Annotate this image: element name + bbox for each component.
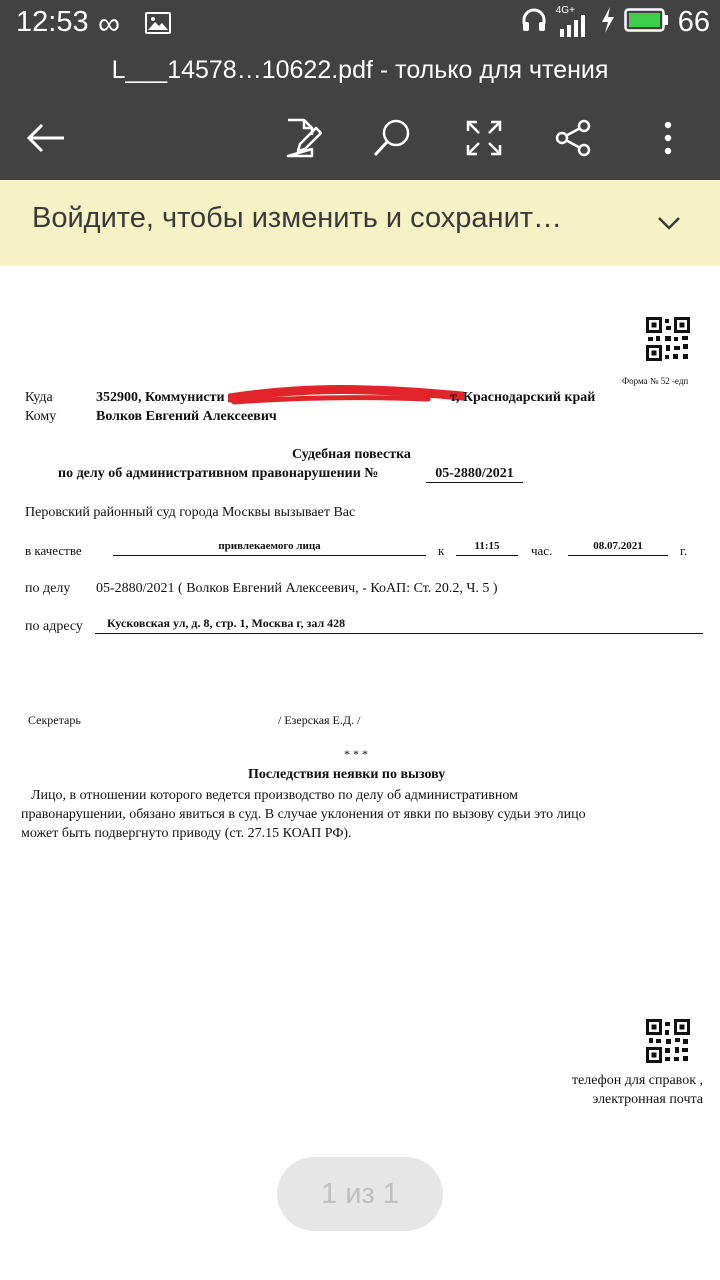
- status-right-group: [520, 6, 710, 39]
- consequences-title: Последствия неявки по вызову: [248, 767, 446, 782]
- year-label: г.: [680, 543, 688, 558]
- edit-button[interactable]: [274, 110, 330, 166]
- status-bar: [0, 0, 720, 48]
- consequences-line-1: Лицо, в отношении которого ведется производство по делу об административном: [31, 788, 518, 803]
- case-label: по делу: [25, 581, 71, 596]
- court-text: Перовский районный суд города Москвы вызывает Вас: [25, 505, 356, 520]
- to-where-label: Куда: [25, 390, 53, 405]
- case-number: 05-2880/2021: [426, 466, 523, 483]
- to-where-value-end: т, Краснодарский край: [450, 390, 596, 405]
- image-icon: [145, 12, 171, 34]
- chevron-down-icon[interactable]: [656, 208, 682, 238]
- contact-email: электронная почта: [592, 1092, 703, 1107]
- date-value: 08.07.2021: [568, 540, 668, 556]
- redaction-mark: [228, 384, 464, 408]
- search-button[interactable]: [364, 110, 420, 166]
- more-options-button[interactable]: [640, 110, 696, 166]
- address-value: Кусковская ул, д. 8, стр. 1, Москва г, зал 428: [95, 616, 703, 634]
- sign-in-banner[interactable]: [0, 180, 720, 266]
- to-whom-label: Кому: [25, 409, 57, 424]
- page-indicator: 1 из 1: [277, 1157, 443, 1231]
- infinity-icon: ∞: [98, 6, 121, 41]
- capacity-label: в качестве: [25, 543, 82, 558]
- to-where-value-start: 352900, Коммунисти: [96, 390, 225, 405]
- section-divider: * * *: [344, 747, 368, 761]
- search-icon: [372, 118, 412, 158]
- hour-label: час.: [531, 543, 553, 558]
- capacity-value: привлекаемого лица: [113, 540, 426, 556]
- fullscreen-button[interactable]: [456, 110, 512, 166]
- share-icon: [554, 118, 594, 158]
- qr-code-icon: [646, 1019, 690, 1063]
- app-bar: [0, 48, 720, 180]
- network-type: 4G+: [555, 4, 575, 16]
- case-detail: 05-2880/2021 ( Волков Евгений Алексеевич, - КоАП: Ст. 20.2, Ч. 5 ): [96, 581, 498, 596]
- to-whom-value: Волков Евгений Алексеевич: [96, 409, 277, 424]
- time-value: 11:15: [456, 540, 518, 556]
- address-label: по адресу: [25, 619, 83, 634]
- back-button[interactable]: [18, 110, 74, 166]
- time-prefix: к: [438, 543, 445, 558]
- signal-icon: [555, 4, 592, 39]
- fullscreen-icon: [465, 119, 503, 157]
- pdf-page: [0, 266, 720, 1280]
- charging-icon: [600, 6, 616, 39]
- document-title: L___14578…10622.pdf - только для чтения: [111, 56, 609, 84]
- secretary-name: / Езерская Е.Д. /: [278, 713, 361, 727]
- qr-code-icon: [646, 317, 690, 361]
- headphones-icon: [520, 6, 548, 39]
- battery-percent: 66: [677, 6, 710, 38]
- battery-icon: [624, 7, 670, 38]
- consequences-line-3: может быть подвергнуто приводу (ст. 27.15 КОАП РФ).: [21, 826, 352, 841]
- more-vertical-icon: [662, 120, 674, 156]
- contact-phone: телефон для справок ,: [571, 1073, 703, 1088]
- secretary-label: Секретарь: [28, 713, 81, 727]
- share-button[interactable]: [546, 110, 602, 166]
- summons-subtitle: по делу об административном правонарушении №: [58, 466, 379, 481]
- form-number: Форма № 52 -едп: [622, 376, 689, 386]
- banner-text: Войдите, чтобы изменить и сохранит…: [32, 202, 563, 234]
- summons-title: Судебная повестка: [292, 447, 411, 462]
- back-arrow-icon: [26, 122, 66, 154]
- status-time: 12:53: [16, 6, 89, 38]
- consequences-line-2: правонарушении, обязано явиться в суд. В случае уклонения от явки по вызову судьи это лицо: [21, 807, 586, 822]
- edit-document-icon: [282, 117, 322, 159]
